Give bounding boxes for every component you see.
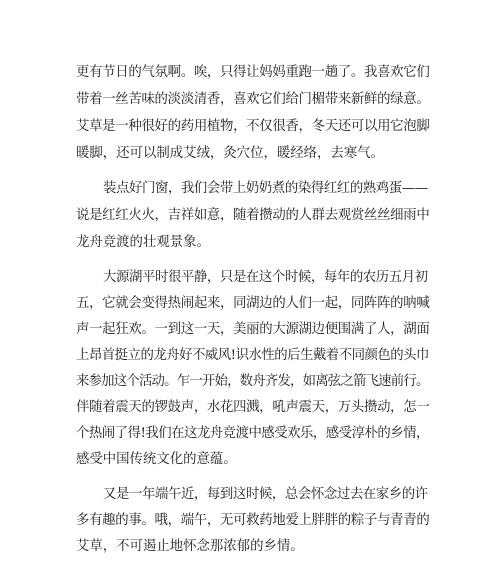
paragraph-4-line-1: 又是一年端午近，每到这时候，总会怀念过去在家乡的许 xyxy=(103,487,428,502)
paragraph-3-line-3: 声一起狂欢。一到这一天，美丽的大源湖边便围满了人，湖面 xyxy=(76,322,430,337)
paragraph-1-line-2: 带着一丝苦味的淡淡清香，喜欢它们给门楣带来新鲜的绿意。 xyxy=(76,92,430,107)
paragraph-2-line-3: 龙舟竞渡的壮观景象。 xyxy=(76,235,210,250)
paragraph-3-line-4: 上昂首挺立的龙舟好不威风!识水性的后生戴着不同颜色的头巾 xyxy=(76,348,429,363)
paragraph-4-line-3: 艾草，不可遏止地怀念那浓郁的乡情。 xyxy=(76,539,304,554)
paragraph-1-line-3: 艾草是一种很好的药用植物，不仅很香，冬天还可以用它泡脚 xyxy=(76,119,430,134)
paragraph-2-line-1: 装点好门窗，我们会带上奶奶煮的染得红红的熟鸡蛋—— xyxy=(103,181,428,196)
paragraph-3-line-1: 大源湖平时很平静，只是在这个时候，每年的农历五月初 xyxy=(103,270,428,285)
paragraph-2-line-2: 说是红红火火，吉祥如意，随着攒动的人群去观赏丝丝细雨中 xyxy=(76,208,430,223)
paragraph-1-line-4: 暖脚，还可以制成艾绒，灸穴位，暖经络，去寒气。 xyxy=(76,146,384,161)
paragraph-3-line-5: 来参加这个活动。乍一开始，数舟齐发，如离弦之箭飞速前行。 xyxy=(76,374,429,389)
paragraph-3-line-7: 个热闹了得!我们在这龙舟竞渡中感受欢乐，感受淳朴的乡情， xyxy=(76,426,429,441)
paragraph-1-line-1: 更有节日的气氛啊。唉，只得让妈妈重跑一趟了。我喜欢它们 xyxy=(76,65,430,80)
paragraph-3-line-6: 伴随着震天的锣鼓声，水花四溅，吼声震天，万头攒动，怎一 xyxy=(76,400,430,415)
paragraph-3-line-2: 五，它就会变得热闹起来，同湖边的人们一起，同阵阵的呐喊 xyxy=(76,296,430,311)
paragraph-4-line-2: 多有趣的事。哦，端午，无可救药地爱上胖胖的粽子与青青的 xyxy=(76,513,430,528)
paragraph-3-line-8: 感受中国传统文化的意蕴。 xyxy=(76,452,237,467)
